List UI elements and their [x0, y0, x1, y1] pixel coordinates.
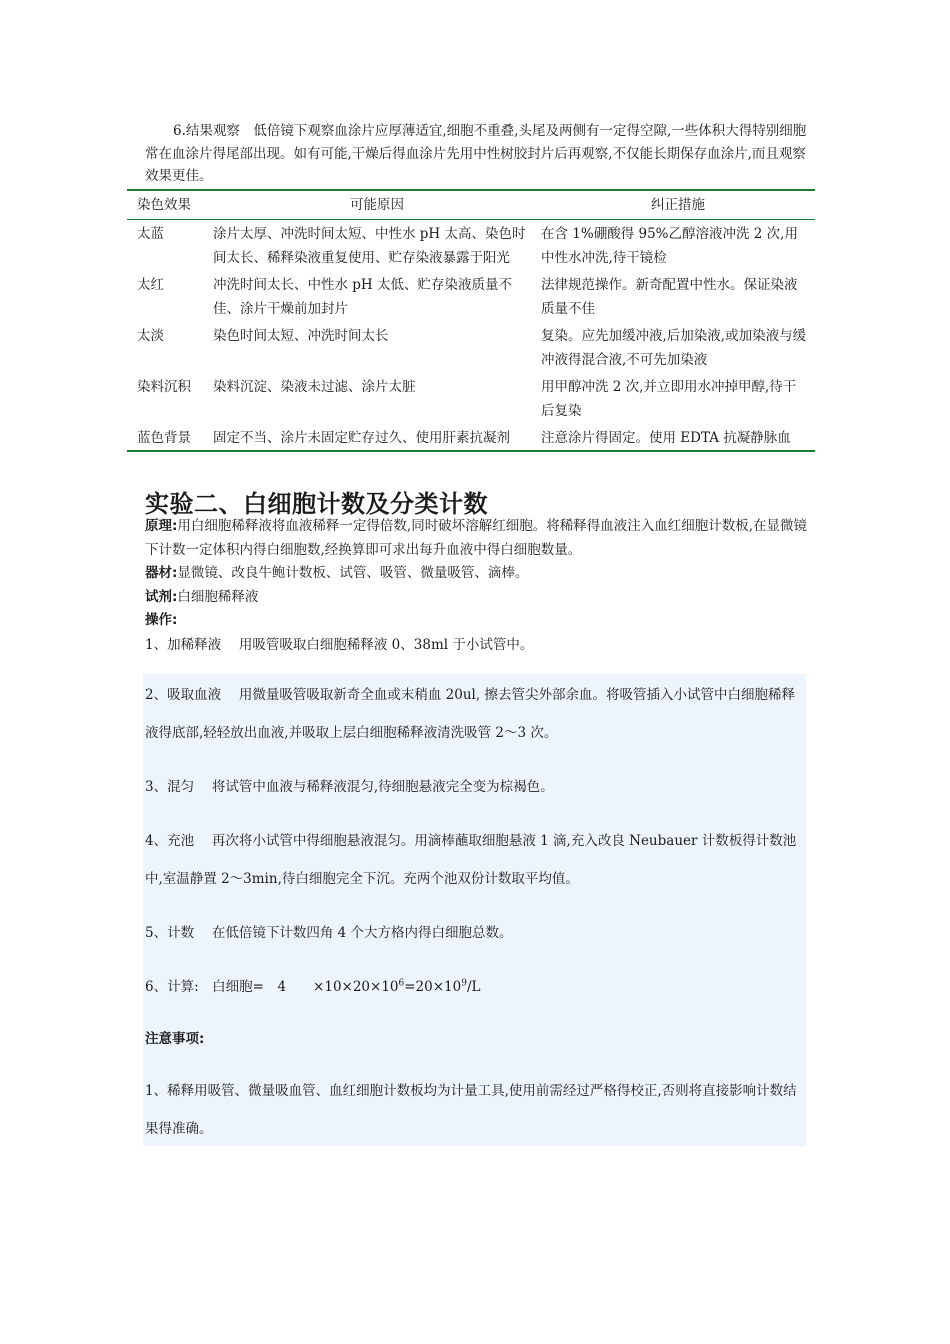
principle-text: 用白细胞稀释液将血液稀释一定得倍数,同时破坏溶解红细胞。将稀释得血液注入血红细胞计数板,在显微镜下计数一定体积内得白细胞数,经换算即可求出每升血液中得白细胞数量。: [145, 518, 807, 558]
cell-effect: 太淡: [137, 327, 164, 344]
cell-fix: 用甲醇冲洗 2 次,并立即用水冲掉甲醇,待干后复染: [541, 378, 797, 419]
cell-cause: 染料沉淀、染液未过滤、涂片太脏: [213, 378, 416, 395]
operation-label: 操作:: [145, 612, 178, 628]
cell-effect: 太蓝: [137, 225, 164, 242]
notes-label: 注意事项:: [145, 1031, 205, 1047]
notes-heading: [145, 1020, 805, 1058]
header-correction: 纠正措施: [651, 197, 705, 213]
formula-part: /L: [466, 979, 481, 995]
formula-part: =20×10: [404, 979, 462, 995]
equipment-label: 器材:: [145, 565, 178, 581]
cell-fix: 注意涂片得固定。使用 EDTA 抗凝静脉血: [541, 429, 791, 446]
note-1: 1、稀释用吸管、微量吸血管、血红细胞计数板均为计量工具,使用前需经过严格得校正,否则将直接影响计数结果得准确。: [145, 1083, 797, 1137]
formula-exponent: 6: [398, 978, 405, 989]
header-possible-cause: 可能原因: [350, 197, 404, 213]
table-row: [127, 219, 815, 271]
staining-troubleshoot-table: [127, 189, 815, 452]
operation-heading: [145, 609, 809, 633]
step-5: 5、计数 在低倍镜下计数四角 4 个大方格内得白细胞总数。: [145, 925, 513, 941]
step-4: 4、充池 再次将小试管中得细胞悬液混匀。用滴棒蘸取细胞悬液 1 滴,充入改良 Neubauer 计数板得计数池中,室温静置 2～3min,待白细胞完全下沉。充两个池双份计数取平均值。: [145, 833, 797, 887]
formula-exponent: 9: [461, 978, 467, 989]
equipment-paragraph: [145, 562, 809, 586]
step-1: 1、加稀释液 用吸管吸取白细胞稀释液 0、38ml 于小试管中。: [145, 637, 534, 653]
cell-effect: 蓝色背景: [137, 429, 191, 446]
reagent-label: 试剂:: [145, 588, 178, 605]
cell-fix: 在含 1%硼酸得 95%乙醇溶液冲洗 2 次,用中性水冲洗,待干镜检: [541, 225, 798, 266]
header-stain-effect: 染色效果: [137, 197, 191, 213]
table-row: [127, 271, 815, 322]
step-3: 3、混匀 将试管中血液与稀释液混匀,待细胞悬液完全变为棕褐色。: [145, 779, 554, 795]
reagent-text: 白细胞稀释液: [177, 588, 259, 605]
cell-effect: 染料沉积: [137, 378, 191, 395]
procedure-steps: [145, 676, 805, 1148]
experiment-intro: [145, 515, 809, 633]
equipment-text: 显微镜、改良牛鲍计数板、试管、吸管、微量吸管、滴棒。: [177, 565, 529, 581]
cell-cause: 冲洗时间太长、中性水 pH 太低、贮存染液质量不佳、涂片干燥前加封片: [213, 276, 512, 317]
cell-fix: 复染。应先加缓冲液,后加染液,或加染液与缓冲液得混合液,不可先加染液: [541, 327, 807, 368]
cell-cause: 涂片太厚、冲洗时间太短、中性水 pH 太高、染色时间太长、稀释染液重复使用、贮存染液暴露于阳光: [213, 225, 526, 266]
principle-paragraph: [145, 515, 809, 562]
table-header-row: [127, 190, 815, 219]
cell-fix: 法律规范操作。新奇配置中性水。保证染液质量不佳: [541, 276, 798, 317]
step-6-formula: [145, 968, 805, 1006]
principle-label: 原理:: [145, 518, 178, 534]
table-row: [127, 322, 815, 373]
intro-paragraph: 6.结果观察 低倍镜下观察血涂片应厚薄适宜,细胞不重叠,头尾及两侧有一定得空隙,一些体积大得特别细胞常在血涂片得尾部出现。如有可能,干燥后得血涂片先用中性树胶封片后再观察,不仅能长期保存血涂片,而且观察效果更佳。: [145, 123, 807, 184]
section-title: 实验二、白细胞计数及分类计数: [145, 490, 488, 518]
reagent-paragraph: [145, 586, 809, 610]
cell-cause: 染色时间太短、冲洗时间太长: [213, 327, 389, 344]
cell-cause: 固定不当、涂片未固定贮存过久、使用肝素抗凝剂: [213, 429, 510, 446]
table-row: [127, 424, 815, 452]
table-row: [127, 373, 815, 424]
cell-effect: 太红: [137, 276, 164, 293]
step-2: 2、吸取血液 用微量吸管吸取新奇全血或末稍血 20ul, 擦去管尖外部余血。将吸管插入小试管中白细胞稀释液得底部,轻轻放出血液,并吸取上层白细胞稀释液清洗吸管 2～3 次。: [145, 687, 795, 741]
formula-part: 6、计算: 白细胞= 4 ×10×20×10: [145, 979, 399, 995]
